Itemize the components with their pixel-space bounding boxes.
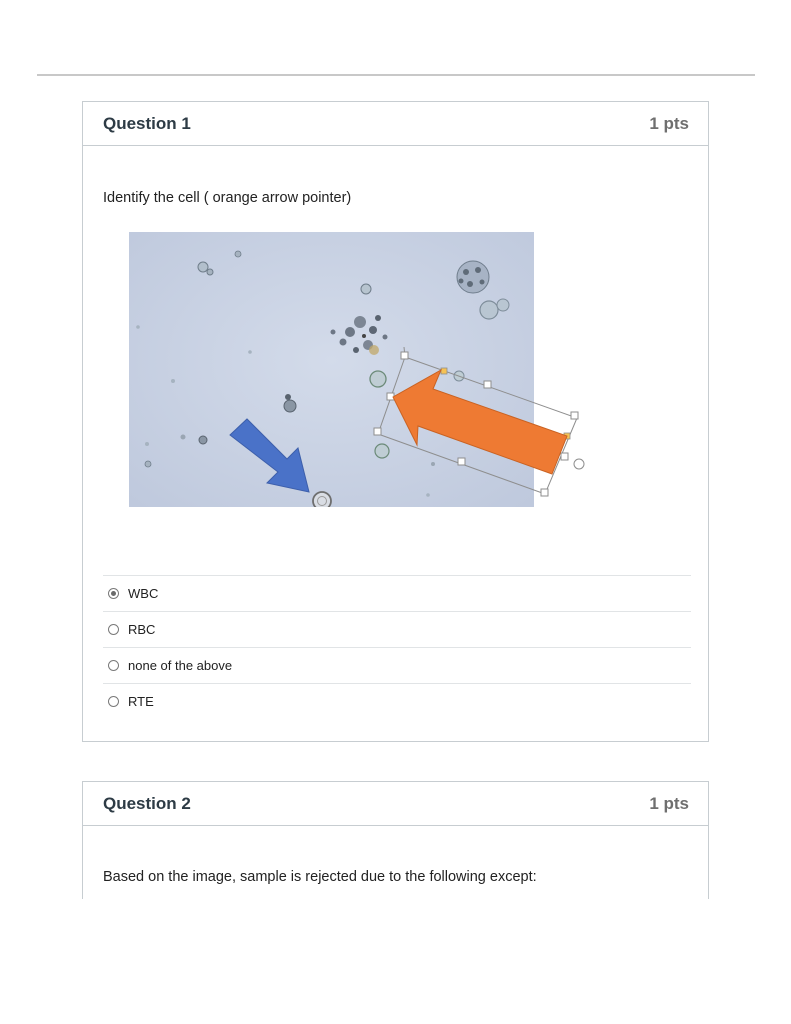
question-1-answers (103, 575, 691, 719)
answer-option-none[interactable] (103, 647, 691, 683)
radio-button[interactable] (108, 660, 119, 671)
target-cell (313, 492, 331, 507)
question-1-prompt: Identify the cell ( orange arrow pointer) (103, 190, 352, 206)
question-2-card (82, 781, 709, 899)
top-divider (37, 74, 755, 76)
question-2-points: 1 pts (649, 793, 689, 813)
question-2-title: Question 2 (103, 793, 191, 813)
question-1-header (83, 102, 708, 146)
radio-button-selected[interactable] (108, 588, 119, 599)
micrograph-image (128, 232, 598, 507)
question-2-header (83, 782, 708, 826)
answer-label: none of the above (128, 658, 233, 673)
answer-option-rbc[interactable] (103, 611, 691, 647)
answer-label: RTE (128, 694, 154, 709)
radio-button[interactable] (108, 696, 119, 707)
question-1-points: 1 pts (649, 113, 689, 133)
radio-button[interactable] (108, 624, 119, 635)
micrograph-figure (128, 232, 598, 507)
question-1-title: Question 1 (103, 113, 191, 133)
answer-label: RBC (128, 622, 156, 637)
answer-option-rte[interactable] (103, 683, 691, 719)
answer-label: WBC (128, 586, 159, 601)
question-2-prompt: Based on the image, sample is rejected due to the following except: (103, 869, 537, 885)
answer-option-wbc[interactable] (103, 575, 691, 611)
question-1-card (82, 101, 709, 742)
